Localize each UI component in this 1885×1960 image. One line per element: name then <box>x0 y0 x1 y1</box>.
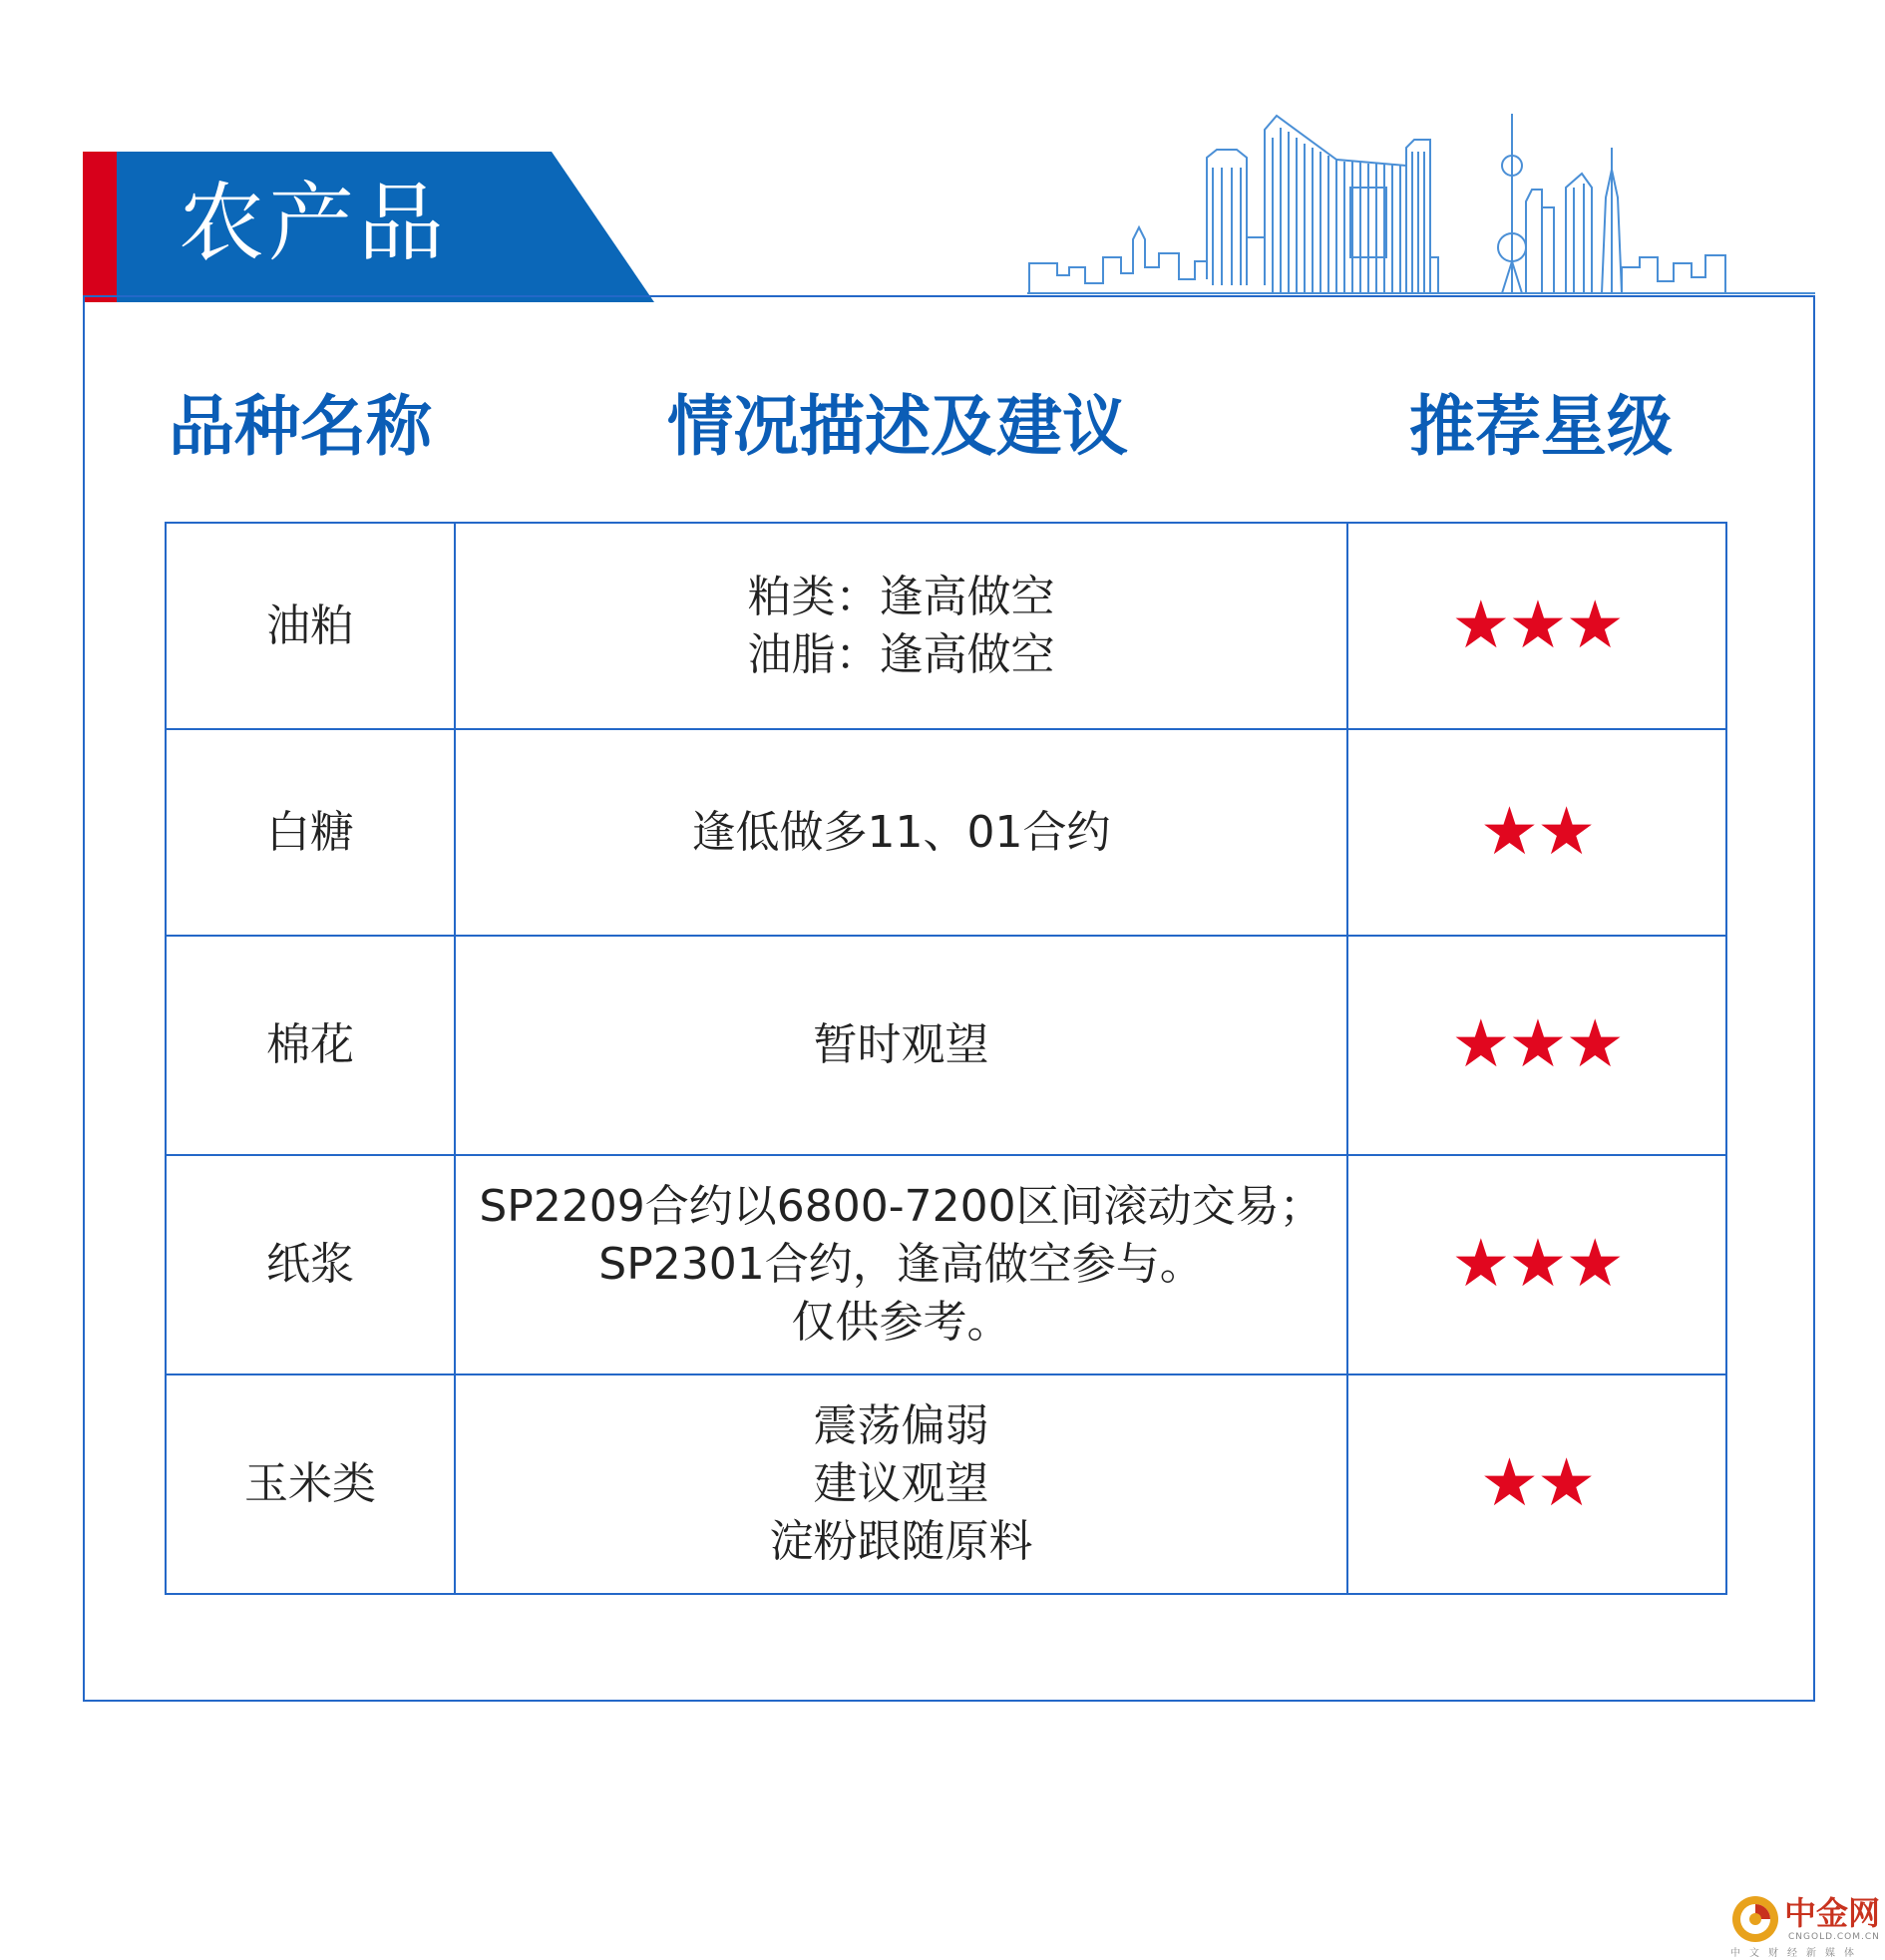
column-header-name: 品种名称 <box>169 388 432 465</box>
commodity-description <box>455 523 1347 729</box>
star-icons: ★★★ <box>1451 1005 1623 1082</box>
table-row <box>166 1374 1726 1594</box>
description-line: 暂时观望 <box>813 1019 989 1070</box>
star-rating <box>1347 523 1726 729</box>
brand-logo <box>1730 1890 1880 1958</box>
star-rating <box>1347 1374 1726 1594</box>
commodity-description <box>455 1374 1347 1594</box>
description-line: 油脂：逢高做空 <box>747 628 1055 680</box>
star-icons: ★★★ <box>1451 1225 1623 1302</box>
logo-name: 中金网 <box>1784 1894 1881 1932</box>
logo-tagline: 中文财经新媒体 <box>1730 1948 1863 1959</box>
section-title-tab <box>83 152 654 302</box>
city-skyline-decoration <box>1027 108 1815 299</box>
star-rating <box>1347 936 1726 1155</box>
description-line: SP2301合约，逢高做空参与。 <box>598 1239 1204 1290</box>
commodity-description <box>455 936 1347 1155</box>
table-row <box>166 523 1726 729</box>
commodity-description <box>455 729 1347 936</box>
star-rating <box>1347 729 1726 936</box>
commodity-name: 白糖 <box>166 729 455 936</box>
logo-icon <box>1730 1894 1780 1944</box>
commodity-name: 玉米类 <box>166 1374 455 1594</box>
table-row <box>166 729 1726 936</box>
commodity-name: 棉花 <box>166 936 455 1155</box>
description-line: 逢低做多11、01合约 <box>691 806 1111 858</box>
page-title: 农产品 <box>179 174 448 273</box>
commodity-name: 纸浆 <box>166 1155 455 1374</box>
logo-domain: CNGOLD.COM.CN <box>1788 1932 1880 1942</box>
recommendation-table <box>165 522 1727 1595</box>
description-line: 建议观望 <box>813 1458 989 1509</box>
column-header-description: 情况描述及建议 <box>667 388 1128 465</box>
description-line: 震荡偏弱 <box>813 1400 989 1451</box>
star-icons: ★★★ <box>1451 586 1623 663</box>
description-line: SP2209合约以6800-7200区间滚动交易； <box>479 1181 1323 1232</box>
star-icons: ★★ <box>1479 792 1595 870</box>
commodity-name: 油粕 <box>166 523 455 729</box>
description-line: 仅供参考。 <box>791 1297 1011 1348</box>
star-rating <box>1347 1155 1726 1374</box>
table-row <box>166 1155 1726 1374</box>
table-row <box>166 936 1726 1155</box>
star-icons: ★★ <box>1479 1444 1595 1521</box>
description-line: 粕类：逢高做空 <box>747 571 1055 622</box>
description-line: 淀粉跟随原料 <box>769 1516 1033 1567</box>
column-header-rating: 推荐星级 <box>1409 388 1673 465</box>
commodity-description <box>455 1155 1347 1374</box>
